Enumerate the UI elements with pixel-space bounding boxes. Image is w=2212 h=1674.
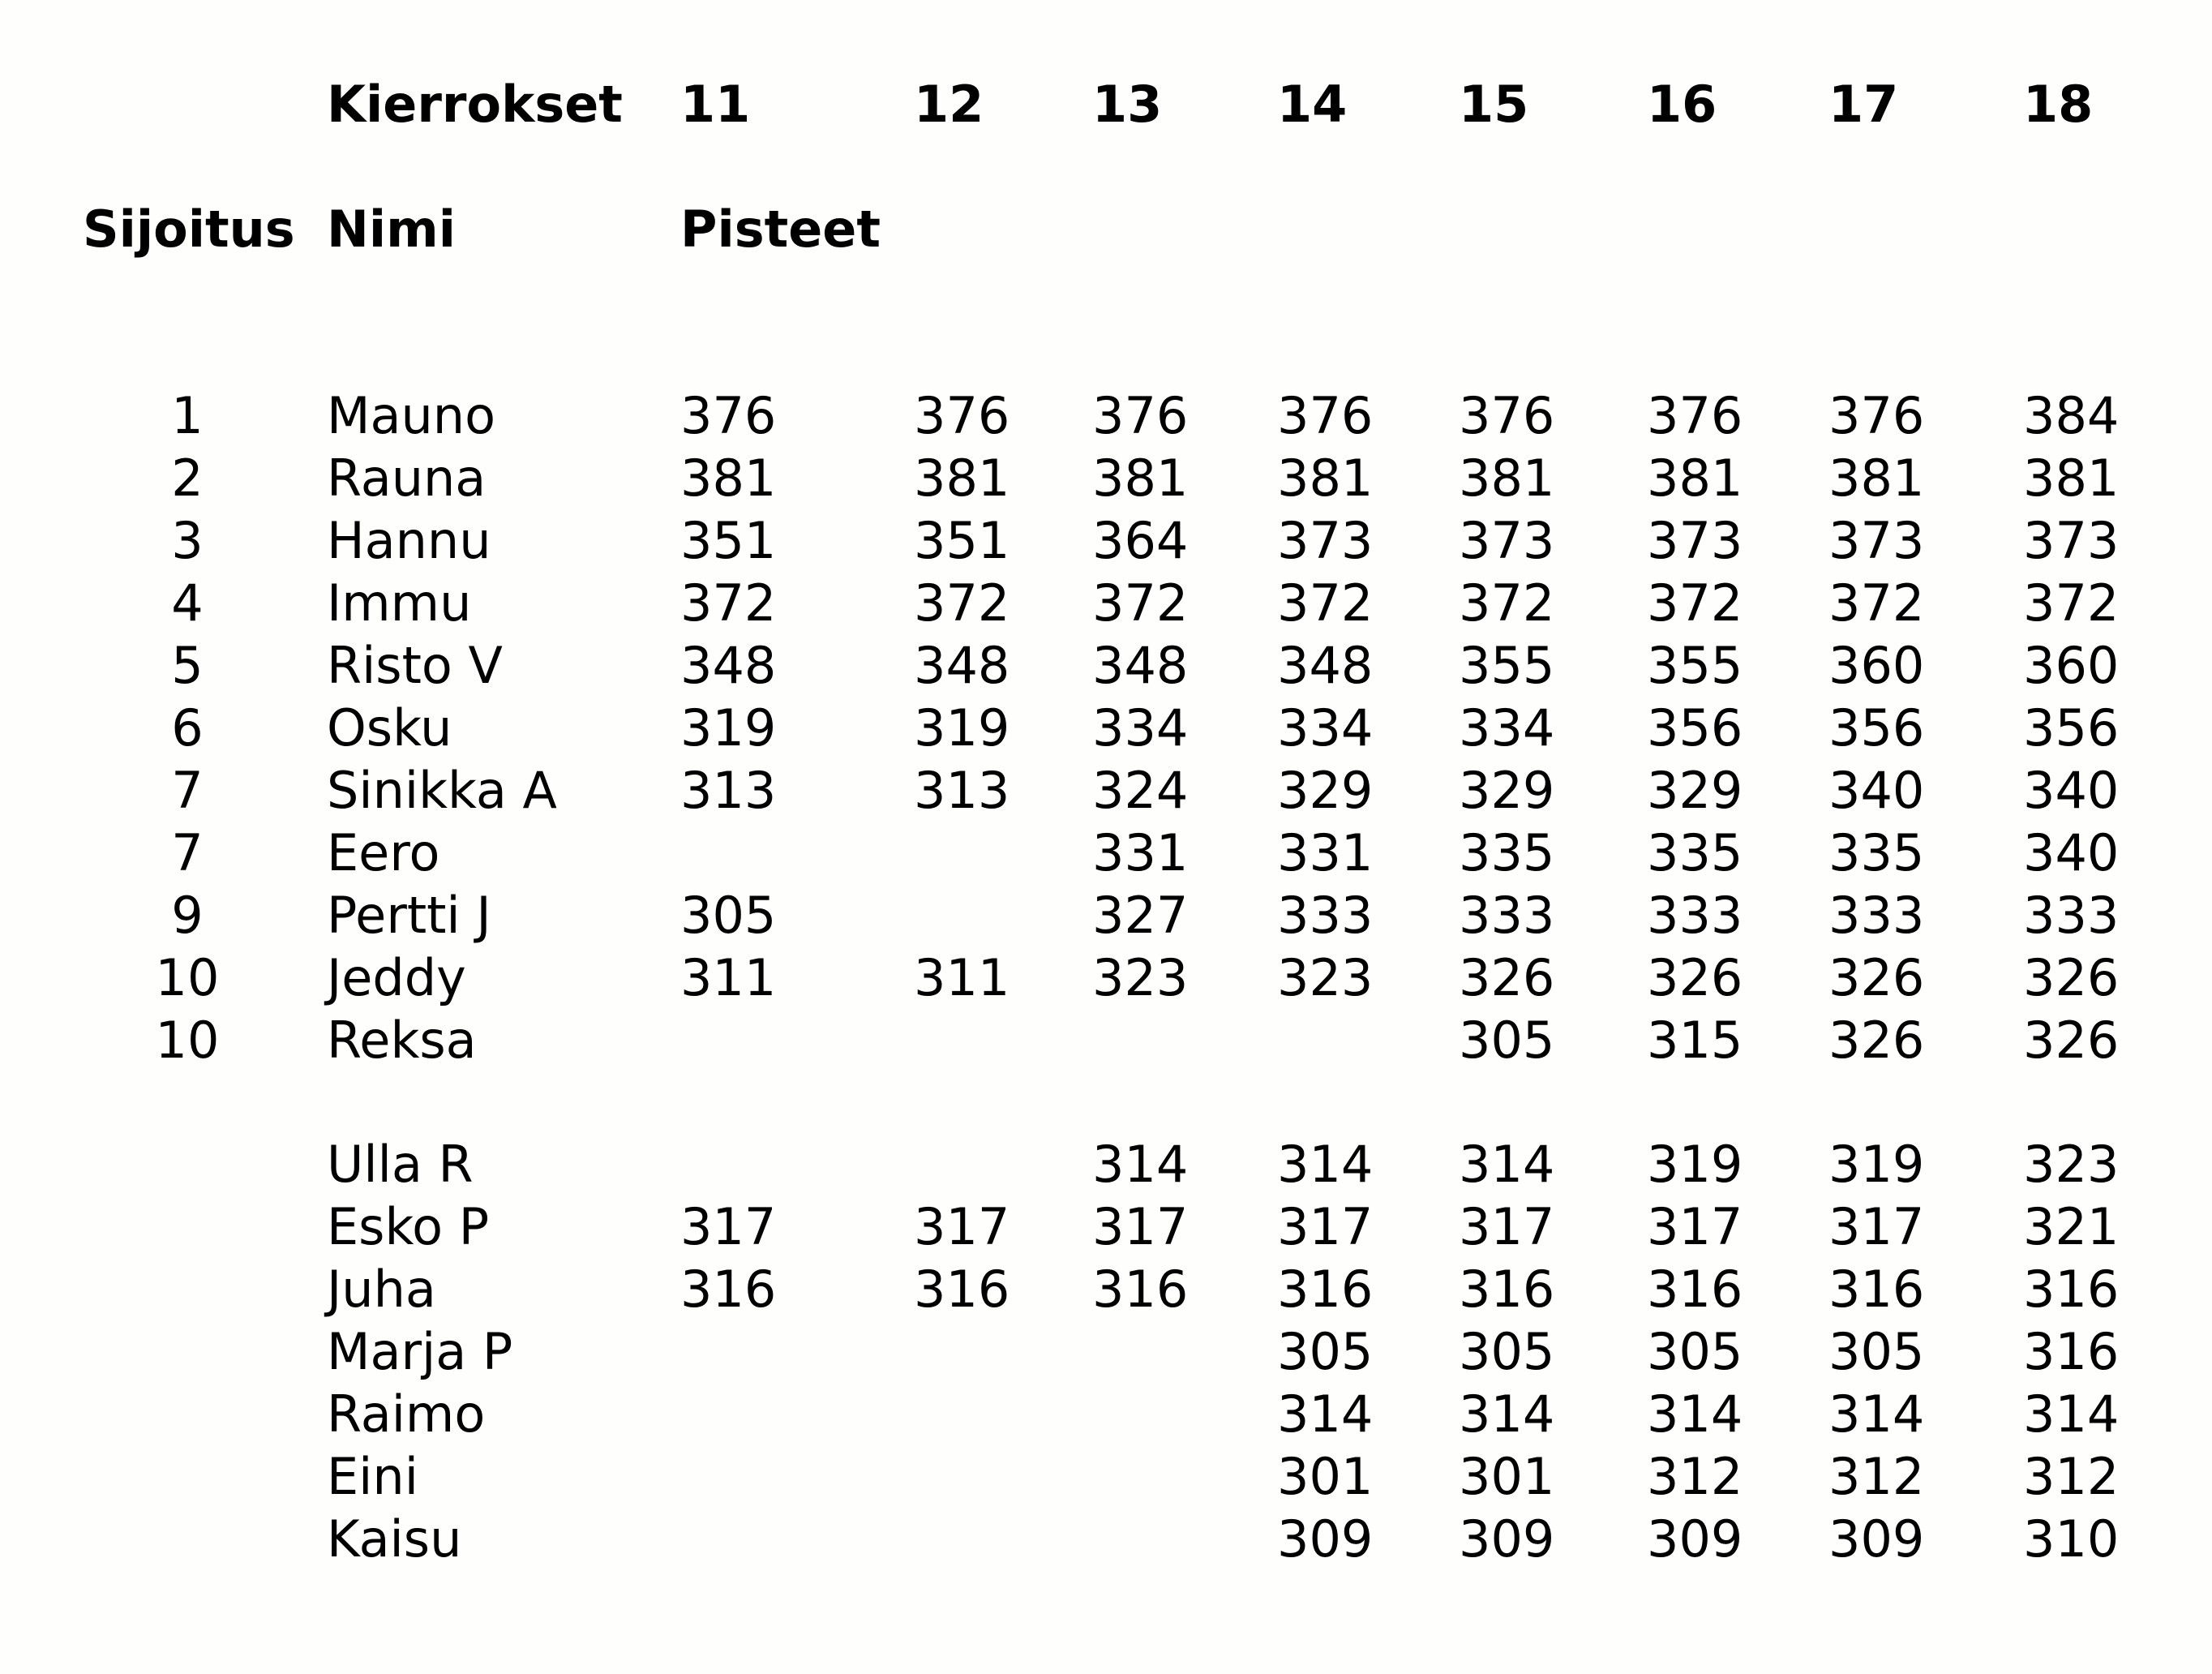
score-cell: 317	[1459, 1197, 1555, 1256]
rank-cell: 3	[171, 511, 204, 570]
score-cell: 335	[1828, 823, 1925, 882]
score-cell: 376	[1459, 386, 1555, 445]
points-header: Pisteet	[680, 200, 881, 259]
score-cell: 314	[1277, 1384, 1374, 1444]
score-cell: 351	[914, 511, 1010, 570]
score-cell: 309	[1828, 1509, 1925, 1569]
score-cell: 319	[1828, 1135, 1925, 1194]
score-cell: 372	[1828, 573, 1925, 633]
player-name: Juha	[327, 1260, 436, 1319]
score-cell: 316	[2023, 1260, 2120, 1319]
score-cell: 316	[1459, 1260, 1555, 1319]
score-cell: 316	[914, 1260, 1010, 1319]
rank-header: Sijoitus	[83, 200, 295, 259]
score-cell: 316	[1828, 1260, 1925, 1319]
score-cell: 317	[1828, 1197, 1925, 1256]
score-cell: 376	[1277, 386, 1374, 445]
score-cell: 309	[1459, 1509, 1555, 1569]
score-cell: 381	[680, 449, 777, 508]
score-cell: 329	[1277, 761, 1374, 820]
score-cell: 317	[1092, 1197, 1189, 1256]
score-cell: 376	[1092, 386, 1189, 445]
score-cell: 348	[680, 636, 777, 695]
rank-cell: 9	[171, 886, 204, 945]
score-cell: 324	[1092, 761, 1189, 820]
score-cell: 323	[1092, 948, 1189, 1007]
score-cell: 333	[1459, 886, 1555, 945]
score-cell: 372	[2023, 573, 2120, 633]
score-cell: 317	[914, 1197, 1010, 1256]
score-cell: 314	[1277, 1135, 1374, 1194]
score-cell: 333	[1828, 886, 1925, 945]
score-cell: 326	[1459, 948, 1555, 1007]
score-cell: 381	[1647, 449, 1743, 508]
round-header-13: 13	[1092, 75, 1163, 134]
score-cell: 310	[2023, 1509, 2120, 1569]
score-cell: 312	[1828, 1447, 1925, 1506]
score-cell: 312	[1647, 1447, 1743, 1506]
rank-cell: 10	[155, 1011, 220, 1070]
score-cell: 316	[1092, 1260, 1189, 1319]
player-name: Sinikka A	[327, 761, 557, 820]
round-header-12: 12	[914, 75, 984, 134]
score-cell: 335	[1647, 823, 1743, 882]
player-name: Eero	[327, 823, 440, 882]
score-cell: 348	[914, 636, 1010, 695]
score-cell: 381	[1459, 449, 1555, 508]
score-cell: 316	[2023, 1322, 2120, 1381]
score-cell: 311	[914, 948, 1010, 1007]
score-cell: 331	[1277, 823, 1374, 882]
score-cell: 376	[1828, 386, 1925, 445]
score-cell: 355	[1647, 636, 1743, 695]
score-cell: 372	[914, 573, 1010, 633]
score-cell: 301	[1459, 1447, 1555, 1506]
name-header: Nimi	[327, 200, 456, 259]
score-cell: 376	[1647, 386, 1743, 445]
round-header-18: 18	[2023, 75, 2094, 134]
round-header-16: 16	[1647, 75, 1717, 134]
player-name: Pertti J	[327, 886, 491, 945]
player-name: Osku	[327, 698, 452, 758]
score-cell: 335	[1459, 823, 1555, 882]
score-cell: 340	[2023, 761, 2120, 820]
score-cell: 326	[2023, 1011, 2120, 1070]
score-cell: 356	[2023, 698, 2120, 758]
score-cell: 323	[2023, 1135, 2120, 1194]
score-cell: 381	[1828, 449, 1925, 508]
score-cell: 356	[1828, 698, 1925, 758]
score-cell: 340	[1828, 761, 1925, 820]
player-name: Raimo	[327, 1384, 486, 1444]
score-cell: 329	[1459, 761, 1555, 820]
rank-cell: 4	[171, 573, 204, 633]
score-cell: 356	[1647, 698, 1743, 758]
round-header-11: 11	[680, 75, 751, 134]
score-cell: 314	[1459, 1384, 1555, 1444]
player-name: Hannu	[327, 511, 491, 570]
score-cell: 309	[1277, 1509, 1374, 1569]
score-cell: 372	[680, 573, 777, 633]
score-cell: 319	[914, 698, 1010, 758]
score-cell: 314	[1459, 1135, 1555, 1194]
score-cell: 351	[680, 511, 777, 570]
score-cell: 334	[1459, 698, 1555, 758]
score-cell: 317	[1277, 1197, 1374, 1256]
rounds-label: Kierrokset	[327, 75, 623, 134]
score-cell: 372	[1092, 573, 1189, 633]
score-cell: 381	[1092, 449, 1189, 508]
score-cell: 376	[680, 386, 777, 445]
score-cell: 327	[1092, 886, 1189, 945]
score-cell: 305	[1277, 1322, 1374, 1381]
score-cell: 355	[1459, 636, 1555, 695]
score-cell: 333	[2023, 886, 2120, 945]
rank-cell: 6	[171, 698, 204, 758]
score-cell: 301	[1277, 1447, 1374, 1506]
score-cell: 340	[2023, 823, 2120, 882]
score-cell: 373	[1459, 511, 1555, 570]
score-cell: 329	[1647, 761, 1743, 820]
score-cell: 333	[1647, 886, 1743, 945]
score-cell: 381	[1277, 449, 1374, 508]
score-cell: 348	[1092, 636, 1189, 695]
score-cell: 316	[680, 1260, 777, 1319]
score-cell: 316	[1277, 1260, 1374, 1319]
score-cell: 323	[1277, 948, 1374, 1007]
score-cell: 305	[680, 886, 777, 945]
score-cell: 319	[1647, 1135, 1743, 1194]
score-cell: 311	[680, 948, 777, 1007]
score-cell: 373	[1828, 511, 1925, 570]
score-cell: 326	[1828, 1011, 1925, 1070]
score-cell: 316	[1647, 1260, 1743, 1319]
score-cell: 321	[2023, 1197, 2120, 1256]
rank-cell: 7	[171, 823, 204, 882]
player-name: Risto V	[327, 636, 503, 695]
player-name: Reksa	[327, 1011, 477, 1070]
round-header-17: 17	[1828, 75, 1899, 134]
score-cell: 312	[2023, 1447, 2120, 1506]
round-header-14: 14	[1277, 75, 1348, 134]
score-cell: 317	[1647, 1197, 1743, 1256]
score-cell: 373	[1277, 511, 1374, 570]
rank-cell: 2	[171, 449, 204, 508]
score-cell: 305	[1459, 1322, 1555, 1381]
score-cell: 333	[1277, 886, 1374, 945]
score-cell: 305	[1647, 1322, 1743, 1381]
score-cell: 372	[1277, 573, 1374, 633]
rank-cell: 5	[171, 636, 204, 695]
score-cell: 305	[1459, 1011, 1555, 1070]
player-name: Immu	[327, 573, 472, 633]
score-cell: 314	[1092, 1135, 1189, 1194]
score-cell: 334	[1092, 698, 1189, 758]
score-cell: 334	[1277, 698, 1374, 758]
score-cell: 313	[680, 761, 777, 820]
score-cell: 326	[2023, 948, 2120, 1007]
player-name: Ulla R	[327, 1135, 474, 1194]
score-cell: 331	[1092, 823, 1189, 882]
score-cell: 372	[1459, 573, 1555, 633]
score-cell: 314	[1828, 1384, 1925, 1444]
score-cell: 364	[1092, 511, 1189, 570]
player-name: Esko P	[327, 1197, 490, 1256]
player-name: Marja P	[327, 1322, 513, 1381]
score-cell: 326	[1647, 948, 1743, 1007]
score-cell: 313	[914, 761, 1010, 820]
score-cell: 384	[2023, 386, 2120, 445]
score-cell: 373	[1647, 511, 1743, 570]
round-header-15: 15	[1459, 75, 1529, 134]
score-cell: 381	[2023, 449, 2120, 508]
score-cell: 319	[680, 698, 777, 758]
score-cell: 381	[914, 449, 1010, 508]
score-cell: 315	[1647, 1011, 1743, 1070]
score-cell: 360	[2023, 636, 2120, 695]
rank-cell: 1	[171, 386, 204, 445]
score-cell: 317	[680, 1197, 777, 1256]
score-cell: 373	[2023, 511, 2120, 570]
player-name: Jeddy	[327, 948, 466, 1007]
rank-cell: 7	[171, 761, 204, 820]
score-cell: 372	[1647, 573, 1743, 633]
player-name: Eini	[327, 1447, 418, 1506]
player-name: Rauna	[327, 449, 487, 508]
score-cell: 360	[1828, 636, 1925, 695]
player-name: Mauno	[327, 386, 496, 445]
score-cell: 348	[1277, 636, 1374, 695]
score-cell: 326	[1828, 948, 1925, 1007]
score-cell: 314	[1647, 1384, 1743, 1444]
score-cell: 314	[2023, 1384, 2120, 1444]
rank-cell: 10	[155, 948, 220, 1007]
score-cell: 376	[914, 386, 1010, 445]
score-cell: 309	[1647, 1509, 1743, 1569]
score-cell: 305	[1828, 1322, 1925, 1381]
player-name: Kaisu	[327, 1509, 462, 1569]
